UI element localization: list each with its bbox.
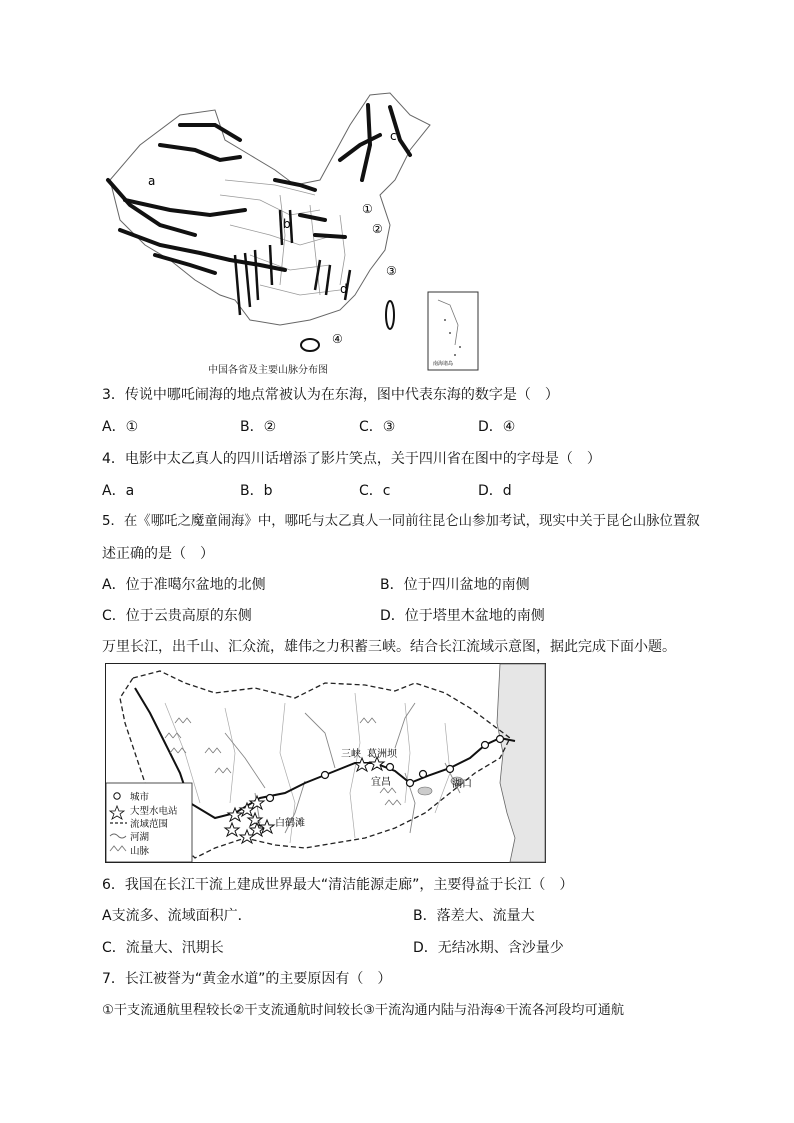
q4-option-c[interactable]: C．c [359,483,391,499]
legend-hydropower: 大型水电站 [130,806,178,817]
label-baihetan: 白鹤滩 [275,818,305,829]
legend-city-icon [114,793,120,799]
map1-caption: 中国各省及主要山脉分布图 [208,365,328,376]
q4-stem: 4．电影中太乙真人的四川话增添了影片笑点，关于四川省在图中的字母是（ ） [102,451,601,467]
q3-stem: 3．传说中哪吒闹海的地点常被认为在东海，图中代表东海的数字是（ ） [102,387,559,403]
q5-option-d[interactable]: D．位于塔里木盆地的南侧 [380,608,545,624]
q3-option-d[interactable]: D．④ [478,419,516,435]
label-2: ② [372,222,383,236]
label-gezhouba: 葛洲坝 [367,749,397,760]
q5-option-c[interactable]: C．位于云贵高原的东侧 [102,608,252,624]
label-yichang: 宜昌 [371,777,391,788]
label-3: ③ [386,264,397,278]
label-4: ④ [332,332,343,346]
q4-option-d[interactable]: D．d [478,483,512,499]
yangtze-intro: 万里长江，出千山、汇众流，雄伟之力积蓄三峡。结合长江流域示意图，据此完成下面小题。 [102,639,676,655]
q6-option-b[interactable]: B．落差大、流量大 [413,908,535,924]
q3-option-b[interactable]: B．② [240,419,277,435]
q4-option-b[interactable]: B．b [240,483,273,499]
label-a: a [148,174,156,188]
legend-river: 河湖 [130,832,150,843]
inset-label: 南海诸岛 [433,361,454,367]
label-1: ① [362,202,373,216]
china-mountains-map [100,85,500,375]
legend-basin: 流域范围 [130,819,169,830]
label-b: b [283,217,291,231]
q7-statements: ①干支流通航里程较长②干支流通航时间较长③干流沟通内陆与沿海④干流各河段均可通航 [102,1003,625,1018]
yangtze-basin-map [105,663,546,863]
q6-stem: 6．我国在长江干流上建成世界最大“清洁能源走廊”，主要得益于长江（ ） [102,877,574,893]
q3-option-a[interactable]: A．① [102,419,139,435]
label-sanxia: 三峡 [341,749,361,760]
q6-option-d[interactable]: D．无结冰期、含沙量少 [413,940,564,956]
q6-option-a[interactable]: A支流多、流域面积广． [102,908,252,924]
q4-option-a[interactable]: A．a [102,483,135,499]
legend-mountain: 山脉 [130,846,150,857]
label-d: d [340,282,348,296]
q3-option-c[interactable]: C．③ [359,419,396,435]
legend-city: 城市 [130,792,150,803]
q6-option-c[interactable]: C．流量大、汛期长 [102,940,224,956]
q5-stem-line2: 述正确的是（ ） [102,546,214,562]
south-china-sea-inset [428,292,478,370]
q5-stem-line1: 5．在《哪吒之魔童闹海》中，哪吒与太乙真人一同前往昆仑山参加考试，现实中关于昆仑山脉位置叙 [102,514,700,529]
q7-stem: 7．长江被誉为“黄金水道”的主要原因有（ ） [102,971,392,987]
label-hukou: 湖口 [452,779,472,790]
label-c: c [390,129,397,143]
q5-option-b[interactable]: B．位于四川盆地的南侧 [380,577,530,593]
q5-option-a[interactable]: A．位于准噶尔盆地的北侧 [102,577,266,593]
